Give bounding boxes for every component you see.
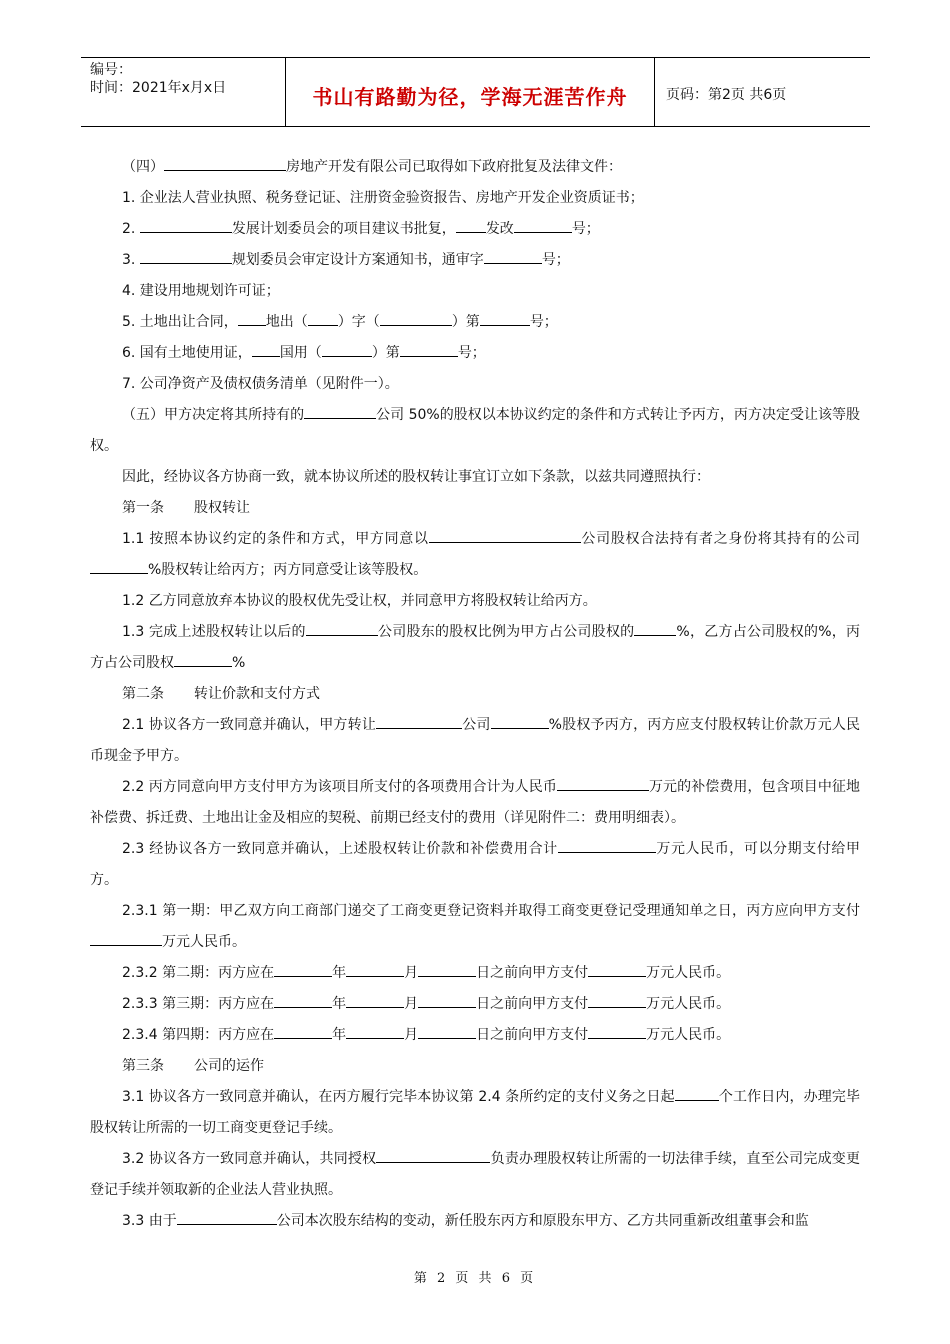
clause-2-3-3: 2.3.3 第三期：丙方应在 年 月 日之前向甲方支付 万元人民币。 <box>90 989 860 1020</box>
header-motto-cell <box>286 58 655 126</box>
header-page-info: 页码：第2页 共6页 <box>666 87 787 103</box>
blank-field <box>429 528 581 543</box>
blank-field <box>557 776 649 791</box>
blank-field <box>140 218 232 233</box>
blank-field <box>418 993 476 1008</box>
clause-1-2: 1.2 乙方同意放弃本协议的股权优先受让权，并同意甲方将股权转让给丙方。 <box>122 593 597 609</box>
blank-field <box>238 311 266 326</box>
clause-2-3-2: 2.3.2 第二期：丙方应在 年 月 日之前向甲方支付 万元人民币。 <box>90 958 860 989</box>
blank-field <box>675 1086 719 1101</box>
clause-3-3: 3.3 由于 公司本次股东结构的变动，新任股东丙方和原股东甲方、乙方共同重新改组董事会和监 <box>90 1206 860 1237</box>
blank-field <box>480 311 530 326</box>
blank-field <box>588 993 646 1008</box>
header-meta-cell <box>81 58 286 126</box>
list-item-7: 7. 公司净资产及债权债务清单（见附件一）。 <box>122 376 399 392</box>
blank-field <box>140 249 232 264</box>
blank-field <box>308 311 338 326</box>
list-item-3: 3. 规划委员会审定设计方案通知书，通审字 号； <box>90 245 860 276</box>
blank-field <box>90 559 148 574</box>
header-page-cell <box>655 58 870 126</box>
blank-field <box>304 404 376 419</box>
paragraph-4: （四） 房地产开发有限公司已取得如下政府批复及法律文件： <box>90 152 860 183</box>
blank-field <box>90 931 162 946</box>
clause-2-3-4: 2.3.4 第四期：丙方应在 年 月 日之前向甲方支付 万元人民币。 <box>90 1020 860 1051</box>
blank-field <box>491 714 549 729</box>
blank-field <box>346 993 404 1008</box>
list-item-4: 4. 建设用地规划许可证； <box>122 283 280 299</box>
blank-field <box>346 1024 404 1039</box>
clause-1-1: 1.1 按照本协议约定的条件和方式，甲方同意以 公司股权合法持有者之身份将其持有的公司%股权转让给丙方；丙方同意受让该等股权。 <box>90 524 860 586</box>
list-item-1: 1. 企业法人营业执照、税务登记证、注册资金验资报告、房地产开发企业资质证书； <box>122 190 644 206</box>
page-header <box>81 57 870 127</box>
article-3-heading: 第三条 公司的运作 <box>122 1058 264 1074</box>
blank-field <box>252 342 280 357</box>
blank-field <box>400 342 458 357</box>
blank-field <box>380 311 452 326</box>
clause-3-2: 3.2 协议各方一致同意并确认，共同授权 负责办理股权转让所需的一切法律手续，直至公司完成变更登记手续并领取新的企业法人营业执照。 <box>90 1144 860 1206</box>
blank-field <box>274 962 332 977</box>
page-footer: 第 2 页 共 6 页 <box>413 1271 537 1286</box>
blank-field <box>177 1210 277 1225</box>
article-1-heading: 第一条 股权转让 <box>122 500 250 516</box>
blank-field <box>174 652 232 667</box>
article-2-heading: 第二条 转让价款和支付方式 <box>122 686 320 702</box>
blank-field <box>514 218 572 233</box>
clause-2-2: 2.2 丙方同意向甲方支付甲方为该项目所支付的各项费用合计为人民币 万元的补偿费用，包含项目中征地补偿费、拆迁费、土地出让金及相应的契税、前期已经支付的费用（详见附件二：费用明细表）。 <box>90 772 860 834</box>
doc-number-label: 编号： <box>90 62 132 78</box>
blank-field <box>588 962 646 977</box>
list-item-2: 2. 发展计划委员会的项目建议书批复， 发改 号； <box>90 214 860 245</box>
blank-field <box>274 993 332 1008</box>
clause-2-3-1: 2.3.1 第一期：甲乙双方向工商部门递交了工商变更登记资料并取得工商变更登记受理通知单之日，丙方应向甲方支付万元人民币。 <box>90 896 860 958</box>
blank-field <box>588 1024 646 1039</box>
clause-2-3: 2.3 经协议各方一致同意并确认，上述股权转让价款和补偿费用合计 万元人民币，可以分期支付给甲方。 <box>90 834 860 896</box>
blank-field <box>418 962 476 977</box>
clause-1-3: 1.3 完成上述股权转让以后的 公司股东的股权比例为甲方占公司股权的 %，乙方占公司股权的%，丙方占公司股权 % <box>90 617 860 679</box>
list-item-6: 6. 国有土地使用证， 国用（ ）第 号； <box>90 338 860 369</box>
blank-field <box>484 249 542 264</box>
list-item-5: 5. 土地出让合同， 地出（ ）字（ ）第 号； <box>90 307 860 338</box>
document-body <box>90 152 860 1237</box>
doc-time-label: 时间：2021年x月x日 <box>90 80 227 96</box>
blank-field <box>456 218 486 233</box>
blank-field <box>558 838 656 853</box>
clause-2-1: 2.1 协议各方一致同意并确认，甲方转让 公司 %股权予丙方，丙方应支付股权转让价款万元人民币现金予甲方。 <box>90 710 860 772</box>
blank-field <box>376 714 462 729</box>
blank-field <box>634 621 676 636</box>
blank-field <box>322 342 372 357</box>
blank-field <box>274 1024 332 1039</box>
blank-field <box>306 621 378 636</box>
clause-3-1: 3.1 协议各方一致同意并确认，在丙方履行完毕本协议第 2.4 条所约定的支付义务之日起 个工作日内，办理完毕股权转让所需的一切工商变更登记手续。 <box>90 1082 860 1144</box>
header-motto: 书山有路勤为径，学海无涯苦作舟 <box>312 85 628 109</box>
paragraph-intro: 因此，经协议各方协商一致，就本协议所述的股权转让事宜订立如下条款，以兹共同遵照执行： <box>122 469 710 485</box>
blank-field <box>376 1148 490 1163</box>
paragraph-5: （五）甲方决定将其所持有的 公司 50%的股权以本协议约定的条件和方式转让予丙方，丙方决定受让该等股权。 <box>90 400 860 462</box>
blank-field <box>346 962 404 977</box>
blank-field <box>418 1024 476 1039</box>
blank-field <box>164 156 286 171</box>
